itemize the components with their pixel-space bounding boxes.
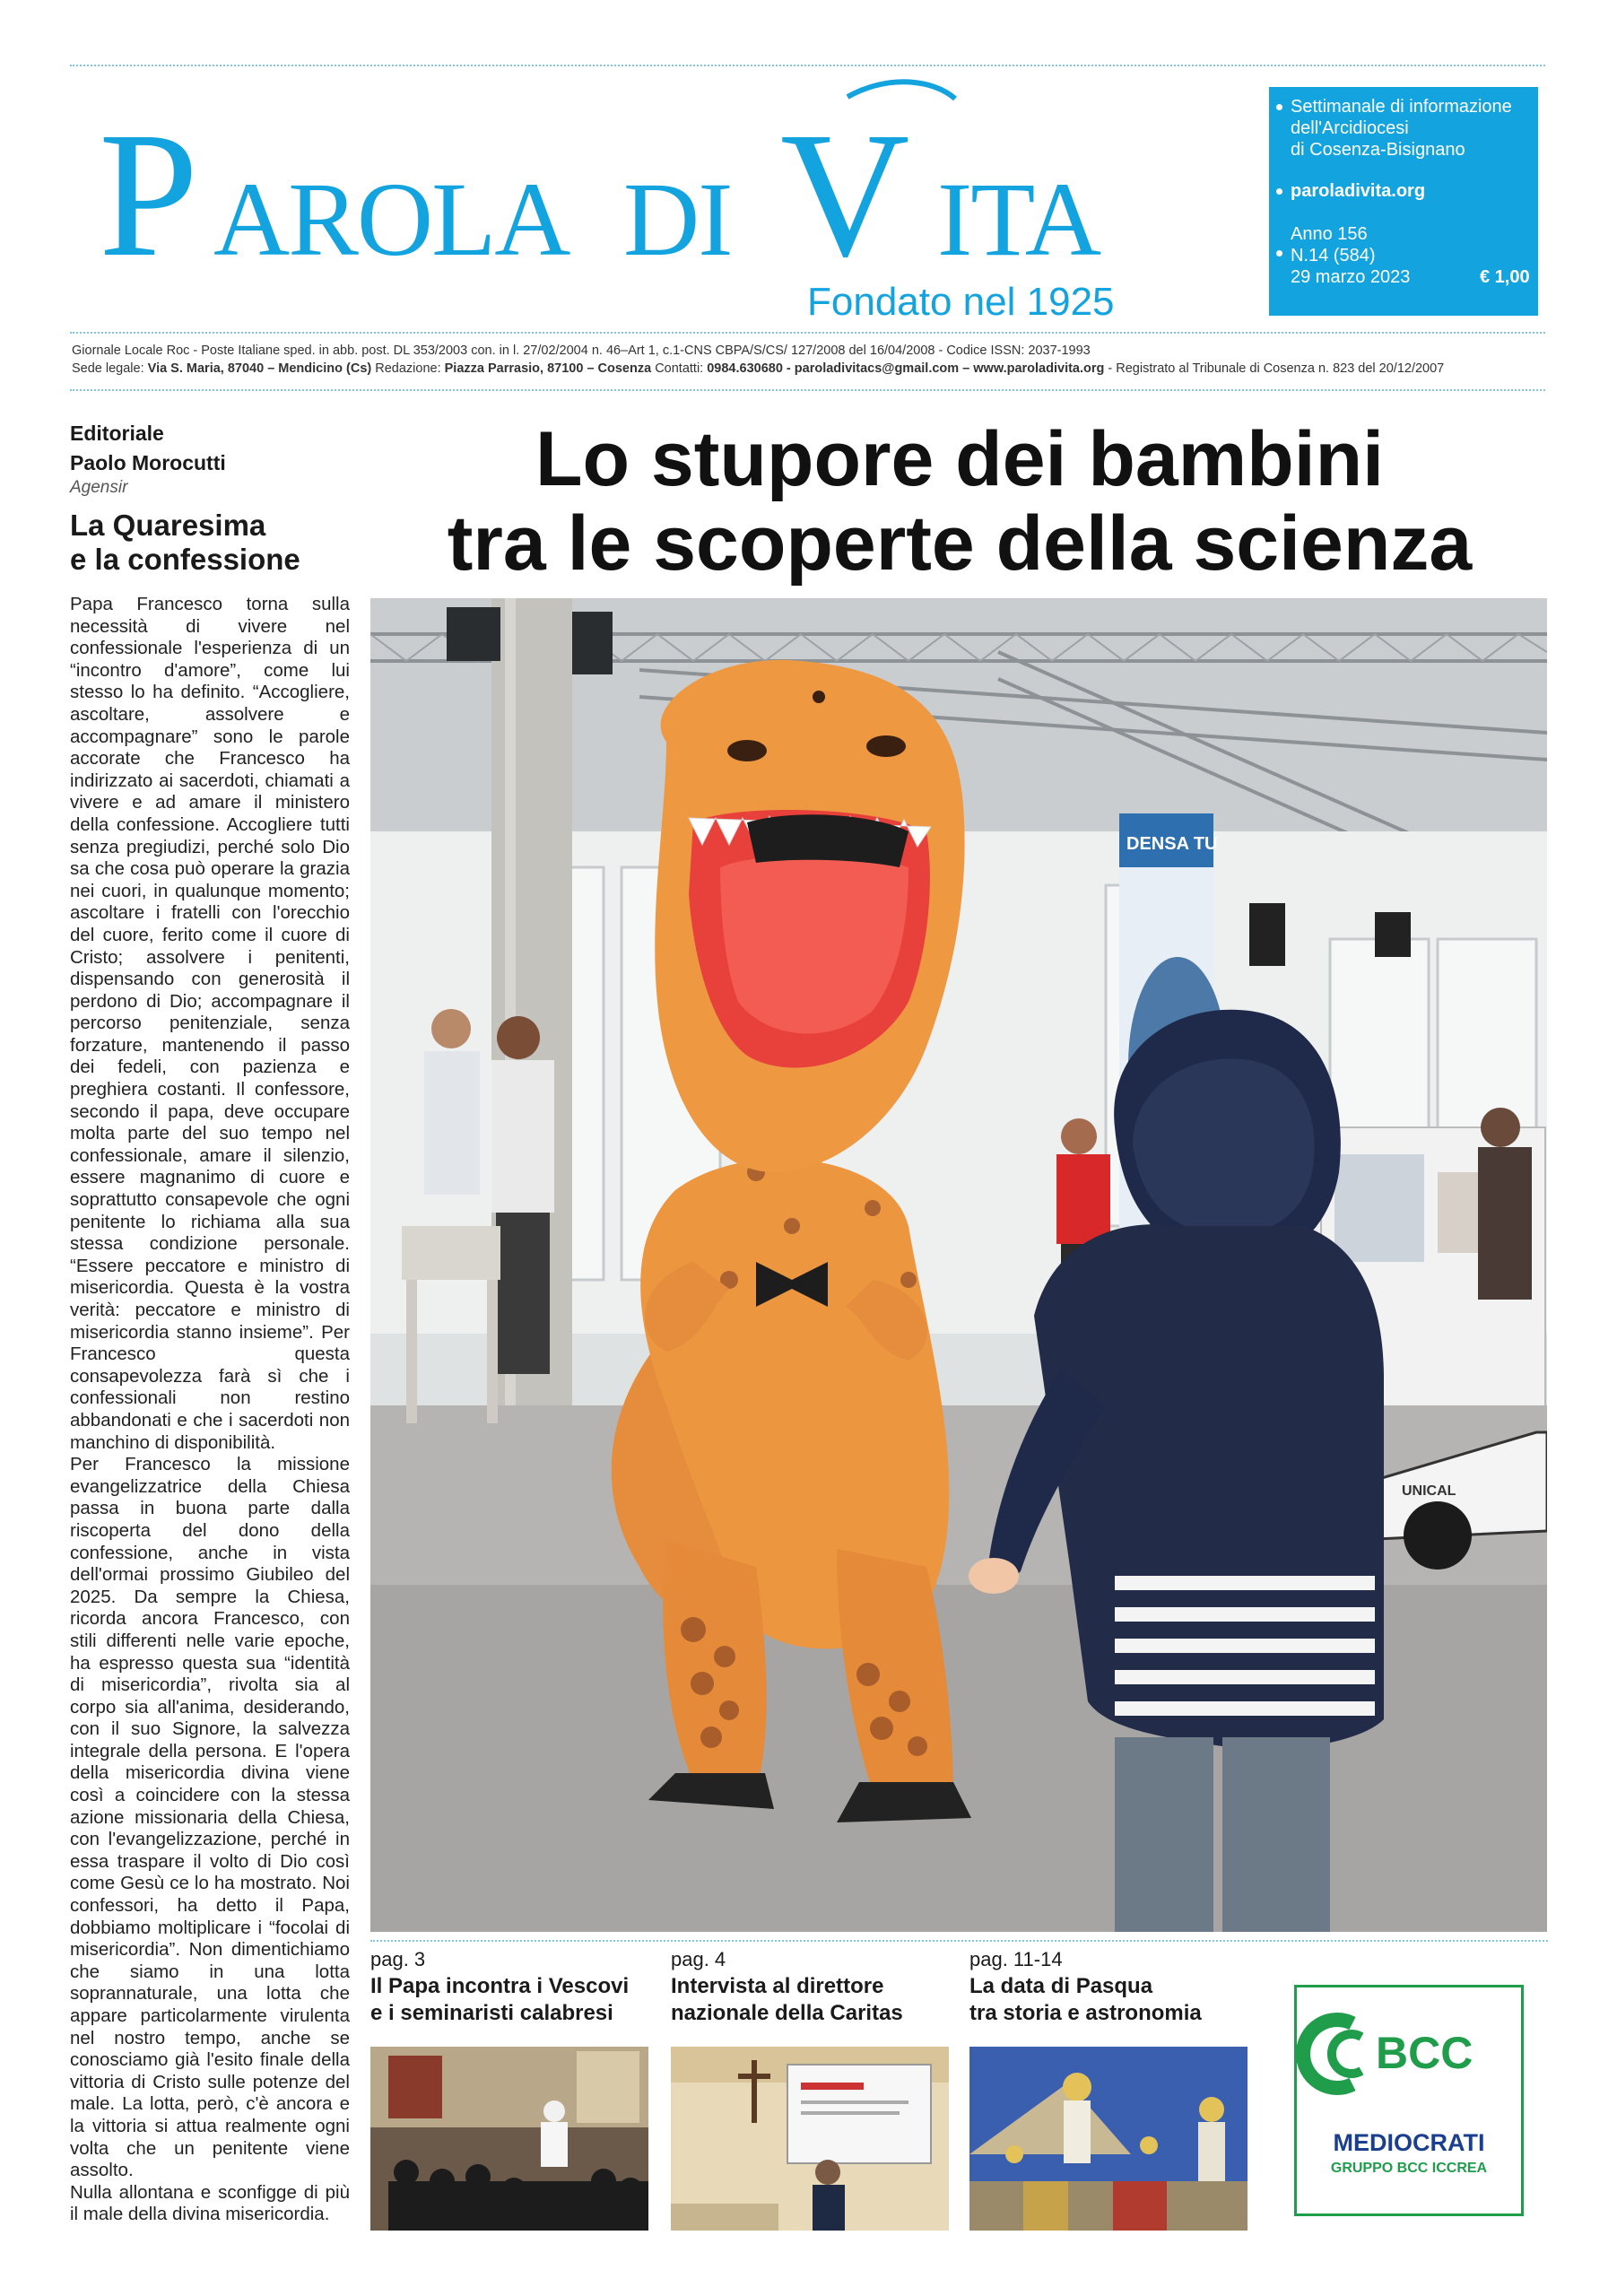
editorial-paragraph: Papa Francesco torna sulla necessità di vivere nel confessionale l'esperienza di un “incontro d'amore”, come lui stesso lo ha definito. “Accogliere, ascoltare, assolvere e accompagnare” sono le parole accorate che Francesco ha indirizzato ai sacerdoti, chiamati a vivere e ad amare il ministero della confessione. Accogliere tutti senza pregiudizi, perché solo Dio sa che cosa può operare la grazia nei cuori, in qualunque momento; ascoltare i fratelli con l'orecchio del cuore, ferito come il cuore di Cristo; assolvere i penitenti, dispensando con generosità il perdono di Dio; accompagnare il percorso penitenziale, senza forzature, mantenendo il passo dei fedeli, con pazienza e preghiera costanti. Il confessore, secondo il papa, deve occupare molta parte del suo tempo nel confessionale, amare il silenzio, essere magnanimo di cuore e soprattutto consapevole che ogni penitente lo richiama alla sua stessa condizione personale. “Essere peccatore e ministro di misericordia. Questa è la vostra verità: peccatore e ministro di misericordia stanno insieme”. Per Francesco questa consapevolezza farà sì che i confessionali non restino abbandonati e che i sacerdoti non manchino di disponibilità. [70, 594, 350, 1453]
teaser-2-title[interactable] [671, 1973, 903, 2027]
fresco-illustration [969, 2047, 1248, 2231]
editorial-label: Editoriale [70, 422, 164, 445]
legal-label: Sede legale: [72, 361, 148, 376]
website-link[interactable]: paroladivita.org [1291, 181, 1426, 201]
editorial-title [70, 509, 339, 577]
infobox-desc-3: di Cosenza-Bisignano [1291, 140, 1465, 160]
bullet-icon [1276, 104, 1282, 110]
teaser-rule [370, 1940, 1548, 1942]
hero-photo[interactable] [370, 598, 1547, 1932]
issue-year: Anno 156 [1291, 224, 1368, 244]
editorial-title-line: La Quaresima [70, 509, 266, 542]
caritas-conference-illustration [671, 2047, 949, 2231]
teaser-2-photo[interactable] [671, 2047, 949, 2231]
svg-text:AROLA: AROLA [213, 161, 569, 272]
legal-redazione: Piazza Parrasio, 87100 – Cosenza [444, 361, 652, 376]
editorial-paragraph: Nulla allontana e sconfigge di più il male della divina misericordia. [70, 2181, 350, 2225]
legal-rule [70, 389, 1545, 391]
editorial-title-line: e la confessione [70, 543, 300, 576]
issue-infobox [1269, 87, 1538, 316]
svg-text:P: P [99, 96, 197, 272]
masthead-title [99, 79, 1166, 276]
teaser-3-photo[interactable] [969, 2047, 1248, 2231]
teaser-3-title[interactable] [969, 1973, 1202, 2027]
legal-address: Via S. Maria, 87040 – Mendicino (Cs) [147, 361, 372, 376]
teaser-3-page: pag. 11-14 [969, 1948, 1063, 1970]
headline-line: tra le scoperte della scienza [447, 500, 1473, 587]
teaser-title-line: Il Papa incontra i Vescovi [370, 1974, 630, 1998]
editorial-author: Paolo Morocutti [70, 451, 226, 474]
issue-number: N.14 (584) [1291, 246, 1376, 265]
teaser-title-line: tra storia e astronomia [969, 2001, 1202, 2025]
car-text: UNICAL [1402, 1483, 1456, 1499]
infobox-desc-2: dell'Arcidiocesi [1291, 118, 1409, 138]
issue-date: 29 marzo 2023 [1291, 267, 1411, 287]
bcc-logo [1297, 1987, 1521, 2213]
masthead-logo [99, 79, 1166, 272]
bcc-group: GRUPPO BCC ICCREA [1330, 2161, 1488, 2176]
teaser-title-line: e i seminaristi calabresi [370, 2001, 613, 2025]
legal-contacts: 0984.630680 - paroladivitacs@gmail.com – www.paroladivita.org [707, 361, 1105, 376]
masthead-wordmark [99, 79, 1166, 272]
teaser-1-title[interactable] [370, 1973, 629, 2027]
bcc-brand: BCC [1376, 2028, 1474, 2078]
bullet-icon [1276, 250, 1282, 257]
masthead-rule [70, 332, 1545, 334]
editorial-agency: Agensir [70, 478, 128, 497]
editorial-paragraph: Per Francesco la missione evangelizzatrice della Chiesa passa in buona parte dalla riscoperta del dono della confessione, anche in vista dell'ormai prossimo Giubileo del 2025. Da sempre la Chiesa, ricorda ancora Francesco, con stili differenti nelle varie epoche, ha espresso questa sua “identità di misericordia”, rivolta sia al corpo sia all'anima, desiderando, con il suo Signore, la salvezza integrale della persona. E l'opera della misericordia divina viene così a coincidere con la stessa azione missionaria della Chiesa, con l'evangelizzazione, perché in essa traspare il volto di Dio così come Gesù ce lo ha mostrato. Noi confessori, ha detto il Papa, dobbiamo moltiplicare i “focolai di misericordia”. Non dimentichiamo che siamo in una lotta soprannaturale, una lotta che appare particolarmente virulenta nel nostro tempo, anche se conosciamo già l'esito finale della vittoria di Cristo sulle potenze del male. La lotta, però, c'è ancora e la vittoria si attua realmente ogni volta che un penitente viene assolto. [70, 1454, 350, 2181]
pope-meeting-illustration [370, 2047, 648, 2231]
bcc-advert[interactable] [1294, 1985, 1524, 2216]
teaser-1-photo[interactable] [370, 2047, 648, 2231]
banner-text: DENSA TU [1126, 834, 1218, 854]
legal-line-1: Giornale Locale Roc - Poste Italiane sped. in abb. post. DL 353/2003 con. in l. 27/02/2004 n. 46–Art 1, c.1-CNS CBPA/S/CS/ 127/2008 del 16/04/2008 - Codice ISSN: 2037-1993 [72, 344, 1091, 358]
bullet-icon [1276, 188, 1282, 195]
legal-registration: - Registrato al Tribunale di Cosenza n. 823 del 20/12/2007 [1104, 361, 1445, 376]
teaser-2-page: pag. 4 [671, 1948, 726, 1970]
legal-label: Contatti: [651, 361, 708, 376]
teaser-1-page: pag. 3 [370, 1948, 426, 1970]
teaser-title-line: La data di Pasqua [969, 1974, 1153, 1998]
svg-text:DI: DI [623, 161, 732, 272]
headline-line: Lo stupore dei bambini [535, 416, 1385, 502]
legal-line-2 [72, 361, 1444, 376]
svg-text:V: V [780, 96, 908, 272]
top-rule [70, 65, 1545, 66]
editorial-body [70, 594, 350, 2225]
bcc-name: MEDIOCRATI [1333, 2129, 1485, 2156]
main-headline [368, 417, 1552, 586]
teaser-title-line: nazionale della Caritas [671, 2001, 903, 2025]
legal-label: Redazione: [371, 361, 445, 376]
founded-note: Fondato nel 1925 [807, 280, 1115, 324]
infobox-desc-1: Settimanale di informazione [1291, 97, 1512, 117]
teaser-title-line: Intervista al direttore [671, 1974, 884, 1998]
hero-illustration [370, 598, 1547, 1932]
issue-price: € 1,00 [1480, 267, 1530, 287]
svg-text:ITA: ITA [937, 161, 1100, 272]
